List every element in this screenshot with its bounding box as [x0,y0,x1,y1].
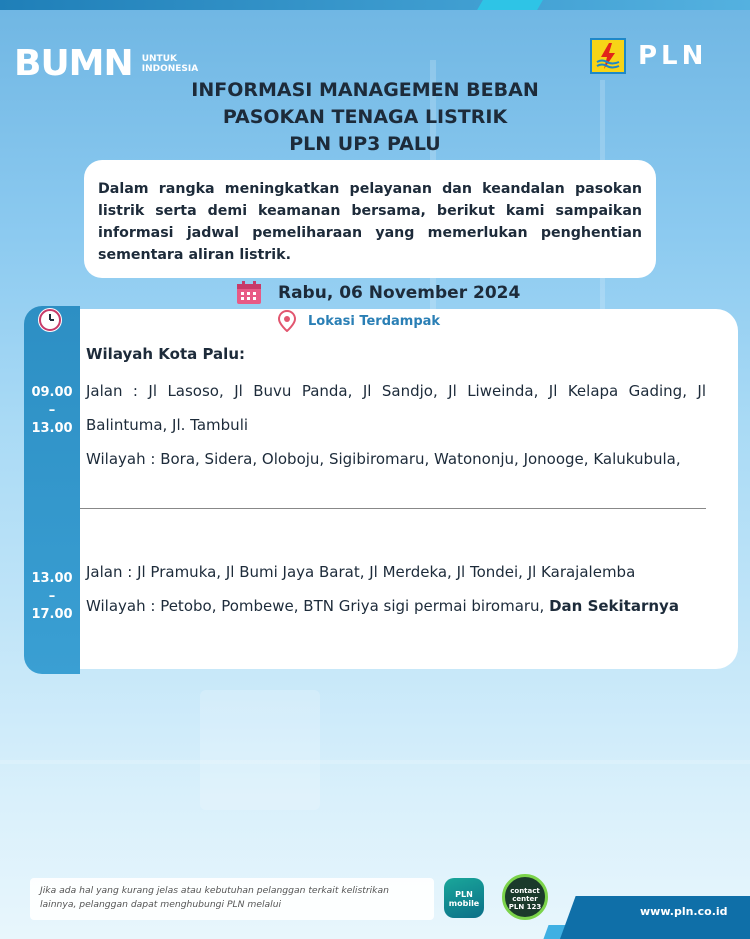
time-start-1: 09.00 [31,385,73,400]
schedule-date: Rabu, 06 November 2024 [278,283,521,303]
divider [80,508,706,509]
bumn-sub-line2: INDONESIA [141,64,199,74]
contact-center-badge[interactable] [502,874,548,920]
wilayah-bold-2: Dan Sekitarnya [549,597,679,615]
calendar-icon [236,281,262,305]
cc-line3: PLN 123 [508,903,542,911]
time-range-1 [24,384,80,438]
jalan-list-1: Jalan : Jl Lasoso, Jl Buvu Panda, Jl Sandjo, Jl Liweinda, Jl Kelapa Gading, Jl Balintuma, Jl. Tambuli [86,382,706,434]
schedule-card-corner [80,309,280,334]
wilayah-list-1: Wilayah : Bora, Sidera, Oloboju, Sigibiromaru, Watononju, Jonooge, Kalukubula, [86,450,681,468]
intro-text: Dalam rangka meningkatkan pelayanan dan keandalan pasokan listrik serta demi keamanan bersama, berikut kami sampaikan informasi jadwal pemeliharaan yang memerlukan penghentian sementara aliran listrik. [84,160,656,278]
pln-logo-text: PLN [638,41,708,71]
location-pin-icon [278,310,296,332]
schedule-block-2 [86,555,706,623]
background-line [0,760,750,764]
footer-url[interactable]: www.pln.co.id [640,905,728,918]
pln-logo [590,38,707,74]
bumn-logo-sub [142,54,198,74]
wilayah-prefix-2: Wilayah : Petobo, Pombewe, BTN Griya sigi permai biromaru, [86,597,545,615]
title-line2: PASOKAN TENAGA LISTRIK [222,106,508,128]
title-line3: PLN UP3 PALU [289,133,441,155]
pln-mobile-badge[interactable] [444,878,484,918]
pln-mobile-line1: PLN [455,890,473,899]
top-bar-accent [477,0,543,10]
footer-note: Jika ada hal yang kurang jelas atau kebutuhan pelanggan terkait kelistrikan lainnya, pelanggan dapat menghubungi PLN melalui [30,878,434,920]
time-sep-2: – [48,589,56,604]
time-range-2 [24,570,80,624]
region-title: Wilayah Kota Palu: [86,345,246,363]
pln-mobile-line2: mobile [448,899,480,908]
cc-line1: contact [510,887,540,895]
time-end-1: 13.00 [31,421,73,436]
location-header-label: Lokasi Terdampak [308,313,441,329]
bumn-logo-main: BUMN [14,43,133,84]
background-truck [200,690,320,810]
cc-line2: center [512,895,538,903]
jalan-list-2: Jalan : Jl Pramuka, Jl Bumi Jaya Barat, Jl Merdeka, Jl Tondei, Jl Karajalemba [86,563,636,581]
clock-icon [38,308,62,332]
top-bar [0,0,750,10]
bumn-sub-line1: UNTUK [141,54,177,64]
location-header [278,310,440,332]
wilayah-list-2 [86,589,706,623]
date-row [236,281,520,305]
schedule-block-1 [86,340,706,476]
time-end-2: 17.00 [31,607,73,622]
page-title [0,77,730,158]
title-line1: INFORMASI MANAGEMEN BEBAN [191,79,539,101]
time-start-2: 13.00 [31,571,73,586]
time-sep-1: – [48,403,56,418]
pln-lightning-icon [590,38,626,74]
